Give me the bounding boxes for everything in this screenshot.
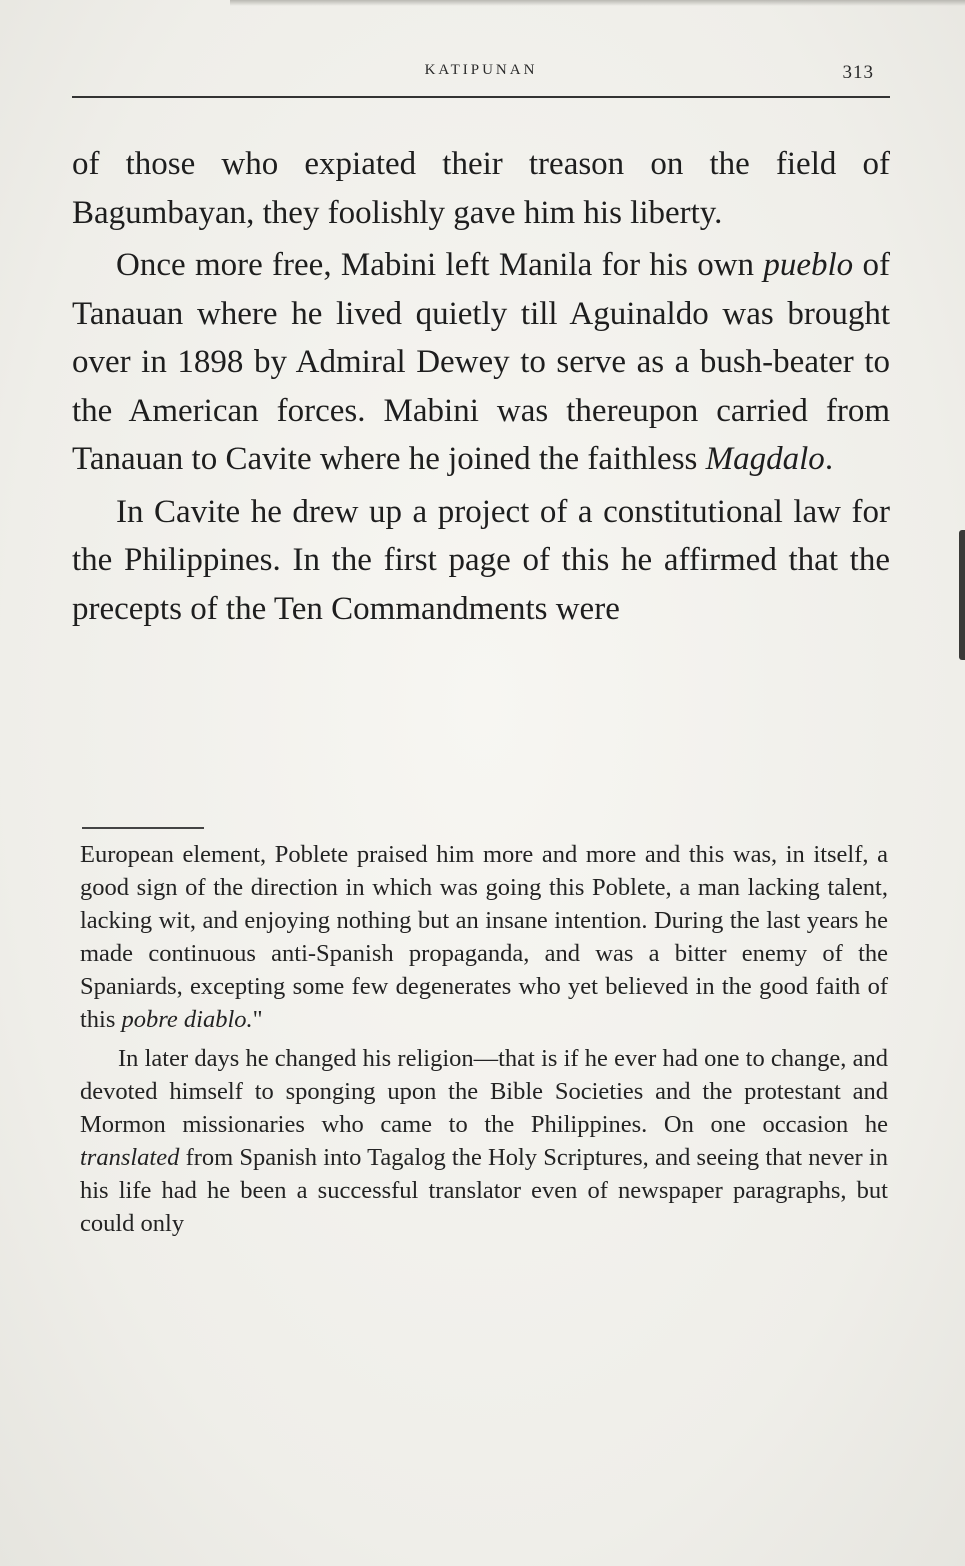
paragraph-2-italic-magdalo: Magdalo (705, 441, 825, 477)
footnote-paragraph-2 (80, 1042, 888, 1240)
paragraph-2 (72, 241, 890, 484)
page-right-edge-mark (959, 530, 965, 660)
paragraph-3-text: In Cavite he drew up a project of a constitutional law for the Philippines. In the first page of this he affirmed that the precepts of the Ten Commandments were (72, 493, 890, 627)
footnote-rule (82, 827, 204, 829)
paragraph-2-text-a: Once more free, Mabini left Manila for his own (116, 247, 764, 283)
page-number: 313 (842, 62, 874, 83)
paragraph-3 (72, 488, 890, 634)
paragraph-2-text-b: of Tanauan where he lived quietly till Aguinaldo was brought over in 1898 by Admiral Dewey to serve as a bush-beater to the American forces. Mabini was thereupon carried from Tanauan to Cavite where he joined the faithless (72, 247, 890, 477)
paragraph-1 (72, 140, 890, 237)
footnote-paragraph-2-text-b: from Spanish into Tagalog the Holy Scriptures, and seeing that never in his life had he been a successful translator even of newspaper paragraphs, but could only (80, 1144, 888, 1237)
footnote-italic-translated: translated (80, 1144, 180, 1171)
footnote-italic-pobre-diablo: pobre diablo. (121, 1006, 253, 1033)
page-header (72, 62, 890, 102)
footnote-paragraph-1-text-a: European element, Poblete praised him more and more and this was, in itself, a good sign of the direction in which was going this Poblete, a man lacking talent, lacking wit, and enjoying nothing but an insane intention. During the last years he made continuous anti-Spanish propaganda, and was a bitter enemy of the Spaniards, excepting some few degenerates who yet believed in the good faith of this (80, 841, 888, 1033)
paragraph-2-text-c: . (824, 441, 834, 477)
footnote-paragraph-2-text-a: In later days he changed his religion—that is if he ever had one to change, and devoted himself to sponging upon the Bible Societies and the protestant and Mormon missionaries who came to the Philippines. On one occasion he (80, 1045, 888, 1138)
paragraph-1-text: of those who expiated their treason on the field of Bagumbayan, they foolishly gave him his liberty. (72, 146, 890, 231)
footnote (80, 838, 888, 1240)
page-top-edge-shadow (230, 0, 965, 6)
main-text (72, 140, 890, 637)
running-title: KATIPUNAN (424, 62, 538, 78)
footnote-paragraph-1-text-b: " (252, 1006, 263, 1033)
paragraph-2-italic-pueblo: pueblo (763, 247, 854, 283)
header-rule (72, 96, 890, 98)
footnote-paragraph-1 (80, 838, 888, 1036)
